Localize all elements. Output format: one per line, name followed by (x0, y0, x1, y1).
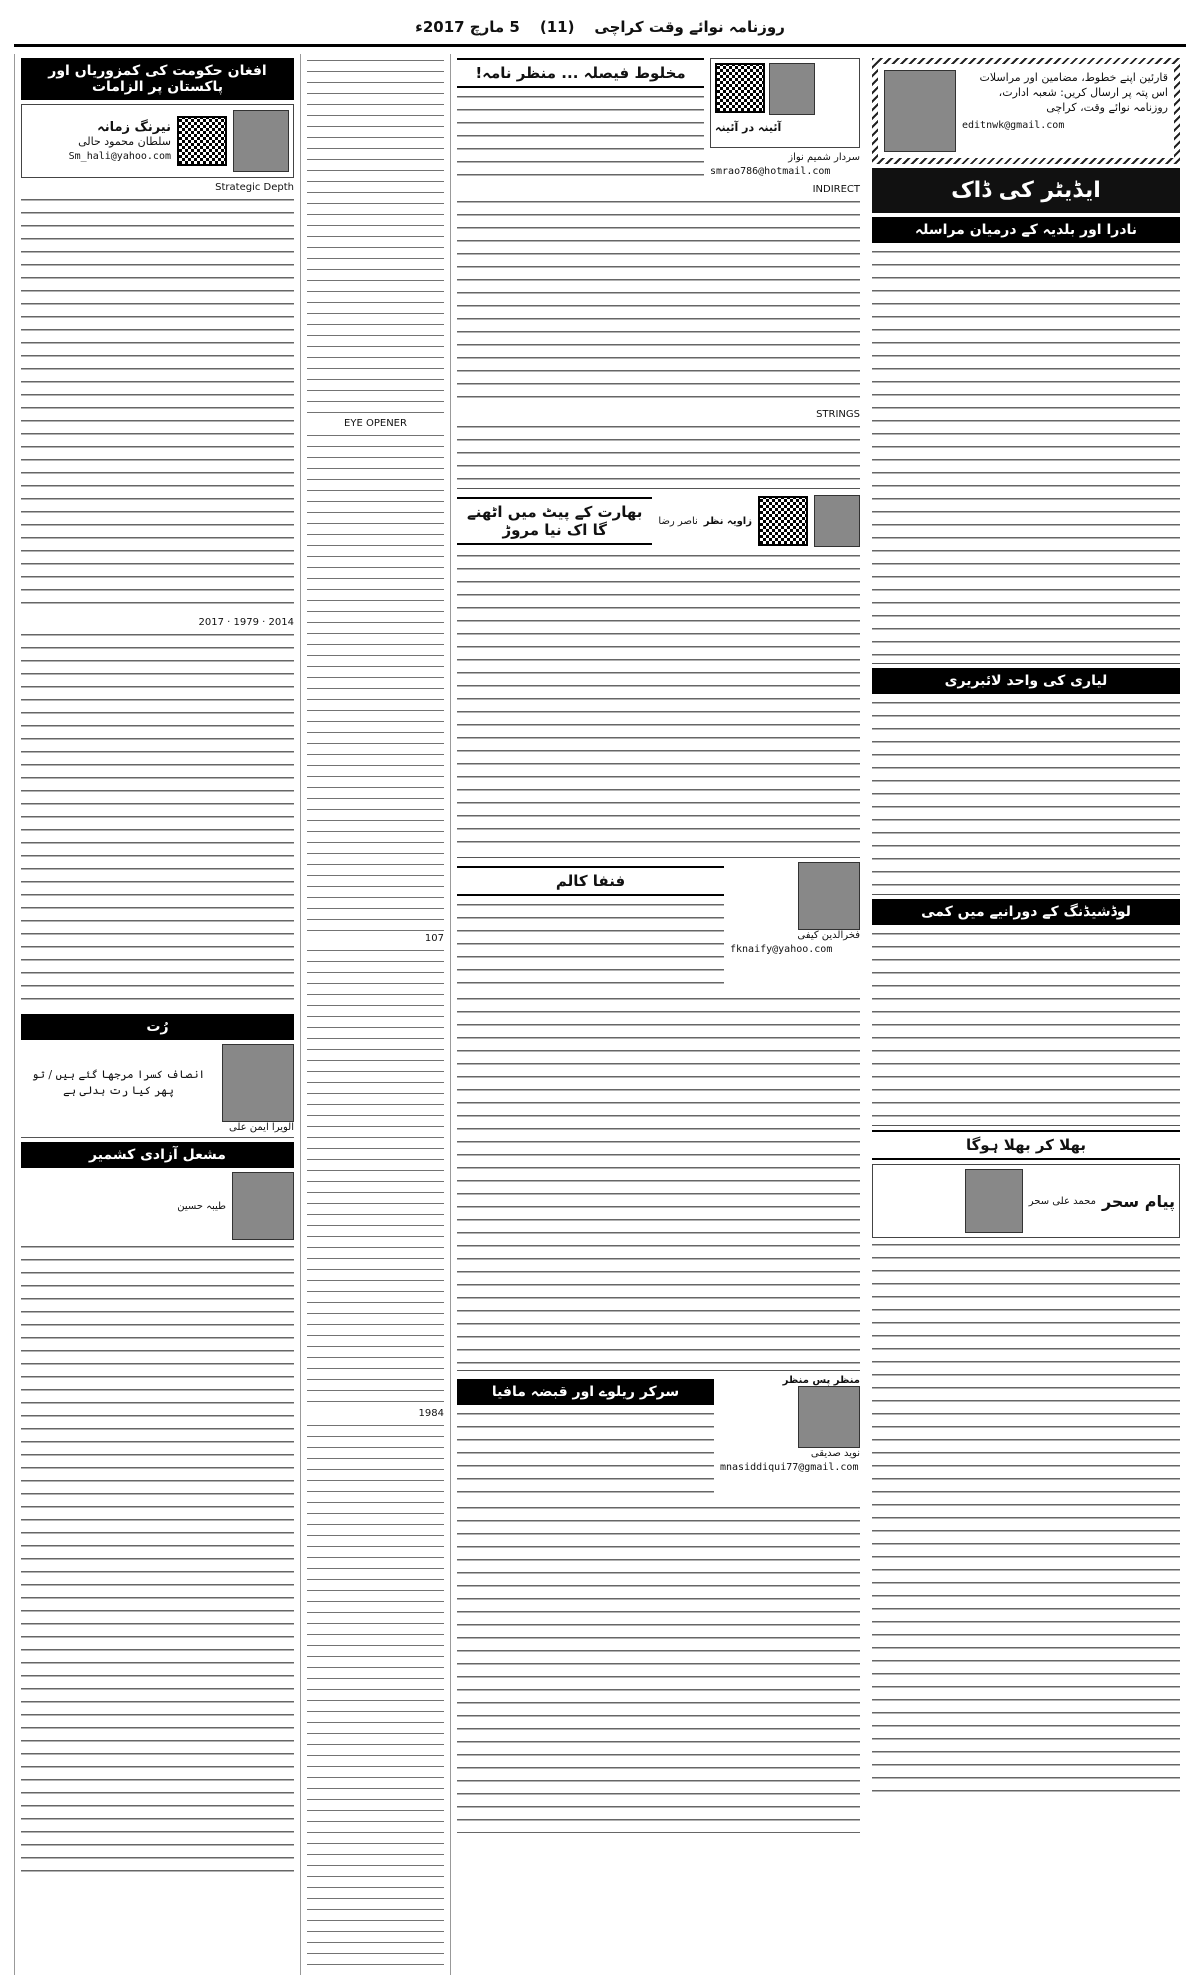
author-name: سردار شمیم نواز (788, 152, 860, 163)
author-name: فخرالدین کیفی (797, 930, 860, 941)
article-body (457, 422, 860, 482)
article-2 (457, 493, 860, 858)
term-inline: Strategic Depth (215, 182, 294, 193)
letter-3-title: لوڈشیڈنگ کے دورانیے میں کمی (872, 899, 1180, 925)
letter-3 (872, 899, 1180, 1126)
editor-mail-box (872, 58, 1180, 164)
column-2 (300, 54, 450, 1975)
masthead (14, 10, 1186, 47)
article-body (457, 1409, 714, 1499)
newspaper-page (14, 10, 1186, 1975)
author-name: نوید صدیقی (810, 1448, 860, 1459)
article-body (307, 946, 444, 1406)
byline-meta (69, 120, 171, 162)
keyword-inline: EYE OPENER (344, 418, 407, 429)
letter-2-title: لیاری کی واحد لائبریری (872, 668, 1180, 694)
author-email: Sm_hali@yahoo.com (68, 151, 171, 162)
article-2-headline: بھارت کے پیٹ میں اٹھنے گا اک نیا مروڑ (457, 497, 652, 545)
article-1 (457, 54, 860, 489)
col1-section2-title: مشعل آزادی کشمیر (21, 1142, 294, 1168)
author-photo (814, 495, 860, 547)
article-body (21, 630, 294, 1010)
qr-code-icon (758, 496, 808, 546)
letter-body (872, 698, 1180, 888)
article-body (457, 900, 724, 990)
column-name: منظر پس منظر (782, 1375, 860, 1386)
letter-4-title: بھلا کر بھلا ہوگا (872, 1130, 1180, 1160)
author-name: سلطان محمود حالی (78, 135, 171, 148)
poet-photo (222, 1044, 294, 1122)
letter-body (872, 929, 1180, 1119)
article-body (21, 195, 294, 615)
article-body (457, 92, 704, 182)
letter-1 (872, 217, 1180, 664)
editor-mail-banner: ایڈیٹر کی ڈاک (872, 168, 1180, 213)
column-name: آئینہ در آئینہ (715, 121, 782, 134)
author-photo (965, 1169, 1023, 1233)
author-name: ناصر رضا (658, 515, 698, 527)
article-body (307, 431, 444, 931)
article-body (457, 994, 860, 1364)
letter-4 (872, 1130, 1180, 1806)
poem-box (21, 1014, 294, 1138)
article-body (457, 197, 860, 407)
column-name: زاویہ نظر (703, 515, 752, 527)
article-4-headline: سرکر ریلوے اور قبضہ مافیا (457, 1379, 714, 1405)
author-photo (798, 1386, 860, 1448)
column-1 (14, 54, 300, 1975)
mail-email: editnwk@gmail.com (962, 120, 1065, 131)
col1-headline: افغان حکومت کی کمزوریاں اور پاکستان پر الزامات (21, 58, 294, 100)
article-body (307, 56, 444, 416)
col3-byline (710, 58, 860, 148)
letter-body (872, 247, 1180, 657)
section2-author: طیبہ حسین (177, 1200, 226, 1212)
keyword-inline: STRINGS (816, 409, 860, 420)
author-photo (233, 110, 289, 172)
article-body (307, 1421, 444, 1975)
qr-code-icon (177, 116, 227, 166)
letter-1-title: نادرا اور بلدیہ کے درمیان مراسلہ (872, 217, 1180, 243)
author-email: mnasiddiqui77@gmail.com (720, 1462, 859, 1473)
qr-code-icon (715, 63, 765, 113)
column-name: پیام سحر (1101, 1191, 1175, 1211)
author-photo (769, 63, 815, 115)
poem-title: رُت (21, 1014, 294, 1040)
article-1-headline: مخلوط فیصلہ ... منظر نامہ! (457, 58, 704, 88)
poet-name: الویرا ایمن علی (229, 1122, 294, 1133)
poem-lines: انصاف کسرا مرجھا گئے ہیں / تو پھر کیا رت بدلی ہے (32, 1068, 205, 1097)
letter-body (872, 1240, 1180, 1800)
article-body (21, 1242, 294, 1882)
author-photo (798, 862, 860, 930)
column-4 (866, 54, 1186, 1975)
col1-byline (21, 104, 294, 178)
author-photo (232, 1172, 294, 1240)
column-name: نیرنگ زمانہ (97, 120, 171, 135)
years-inline: 2014 · 1979 · 2017 (198, 617, 294, 628)
article-body (457, 551, 860, 851)
author-email: fknaify@yahoo.com (730, 944, 833, 955)
page-number: (11) (539, 18, 575, 36)
stat-inline: 107 (424, 933, 444, 944)
paper-name: روزنامہ نوائے وقت کراچی (594, 18, 785, 36)
article-4 (457, 1375, 860, 1839)
editor-photo (884, 70, 956, 152)
article-body (457, 1503, 860, 1833)
author-name: محمد علی سحر (1028, 1195, 1096, 1207)
mail-notice: قارئین اپنے خطوط، مضامین اور مراسلات اس پتہ پر ارسال کریں: شعبہ ادارت، روزنامہ نوائے وقت، کراچی (979, 71, 1168, 114)
column-3 (450, 54, 866, 1975)
article-3-headline: فنفا کالم (457, 866, 724, 896)
author-email: smrao786@hotmail.com (710, 166, 831, 177)
article-3 (457, 862, 860, 1371)
year-inline: 1984 (418, 1408, 444, 1419)
letter-2 (872, 668, 1180, 895)
keyword-inline: INDIRECT (812, 184, 860, 195)
issue-date: 5 مارچ 2017ء (415, 18, 520, 36)
